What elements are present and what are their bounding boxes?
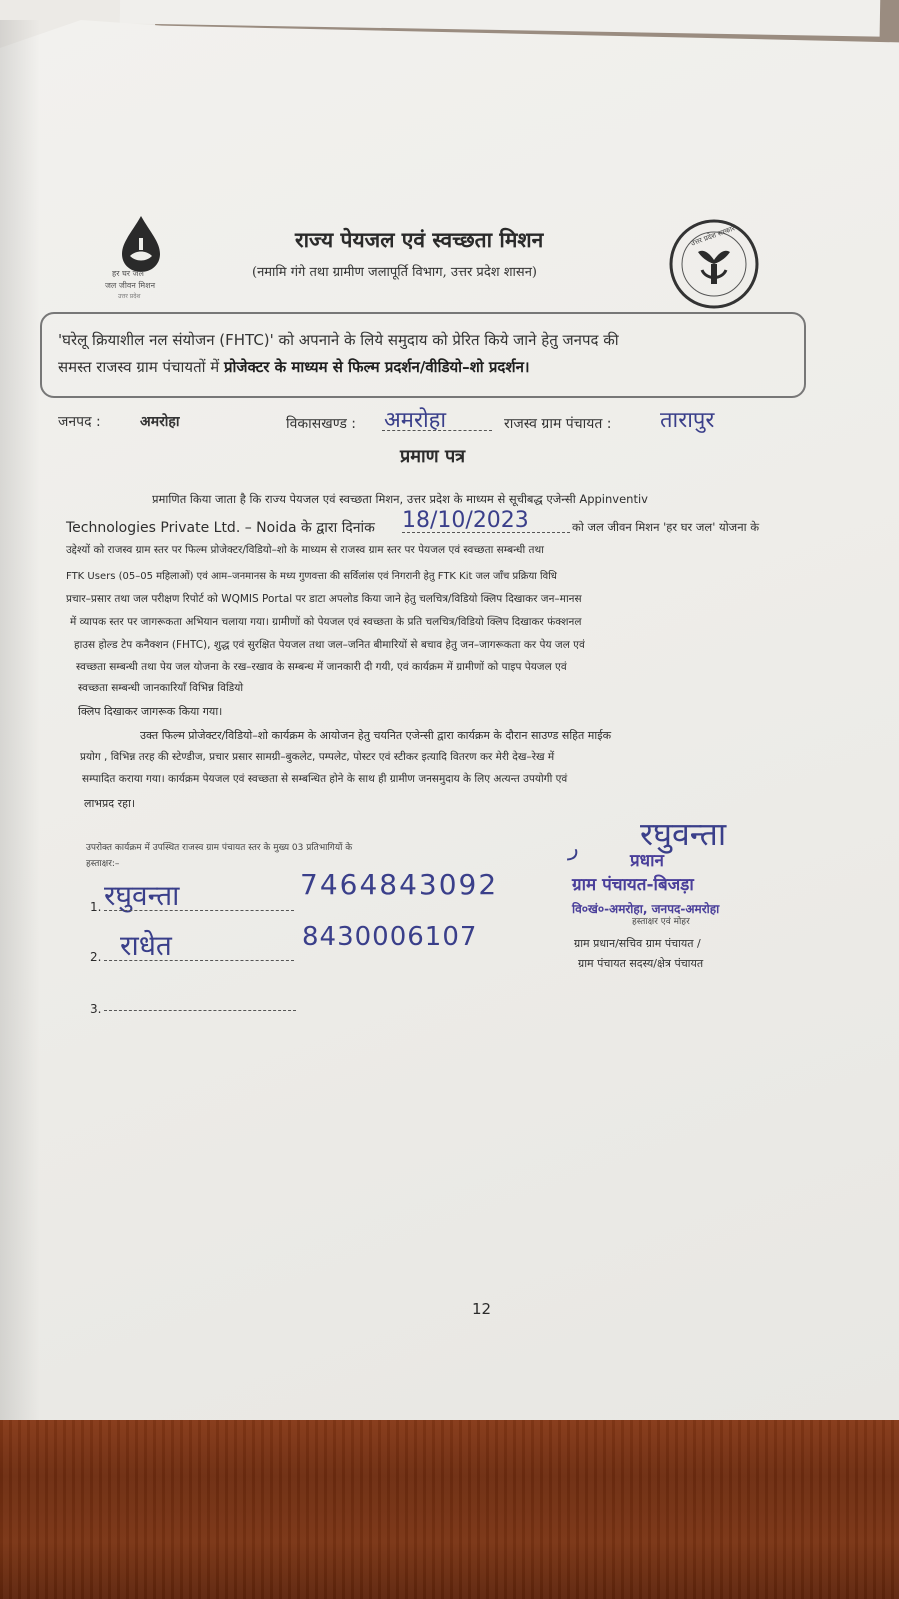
para1-line4: उद्देश्यों को राजस्व ग्राम स्तर पर फिल्म प्रोजेक्टर/विडियो–शो के माध्यम से राजस्व ग्राम स्तर पर पेयजल एवं स्वच्छता सम्बन्धी तथा xyxy=(66,544,544,556)
emblem-text: उत्तर प्रदेश सरकार xyxy=(689,224,736,248)
participant-1-name: रघुवन्ता xyxy=(104,879,180,912)
block-underline xyxy=(382,430,492,431)
logo-text-2: जल जीवन मिशन xyxy=(105,281,156,290)
notice-line-1: 'घरेलू क्रियाशील नल संयोजन (FHTC)' को अपनाने के लिये समुदाय को प्रेरित किये जाने हेतु जनपद की xyxy=(58,331,619,349)
document-title: राज्य पेयजल एवं स्वच्छता मिशन xyxy=(295,227,544,252)
page-number: 12 xyxy=(472,1300,492,1318)
date-underline xyxy=(402,532,570,533)
participant-1-phone: 7464843092 xyxy=(300,868,499,901)
para1-line5: FTK Users (05–05 महिलाओं) एवं आम–जनमानस के मध्य गुणवत्ता की सर्विलांस एवं निगरानी हेतु FTK Kit जल जाँच प्रक्रिया विधि xyxy=(66,571,557,582)
notice-line-2-plain: समस्त राजस्व ग्राम पंचायतों में xyxy=(58,358,225,376)
signatory-caption-1: ग्राम प्रधान/सचिव ग्राम पंचायत / xyxy=(574,937,701,950)
block-value-handwritten: अमरोहा xyxy=(384,408,447,433)
participant-3-num: 3. xyxy=(90,1002,102,1016)
document-subtitle: (नमामि गंगे तथा ग्रामीण जलापूर्ति विभाग, उत्तर प्रदेश शासन) xyxy=(252,265,537,280)
para1-line8: हाउस होल्ड टेप कनैक्शन (FHTC), शुद्ध एवं सुरक्षित पेयजल तथा जल–जनित बीमारियों से बचाव हेतु जन–जागरूकता कर पेय जल एवं xyxy=(74,639,585,651)
signature-tick: ر xyxy=(568,836,579,861)
participant-3-line xyxy=(104,1010,296,1011)
para1-line10: स्वच्छता सम्बन्धी जानकारियाँ विभिन्न विडियो xyxy=(78,682,244,694)
para2-line1: उक्त फिल्म प्रोजेक्टर/विडियो–शो कार्यक्रम के आयोजन हेतु चयनित एजेन्सी द्वारा कार्यक्रम के दौरान साउण्ड सहित माईक xyxy=(140,729,612,742)
pradhan-signature: रघुवन्ता xyxy=(640,815,727,853)
stamp-line-3: वि०खं०-अमरोहा, जनपद-अमरोहा xyxy=(572,902,720,916)
para1-line3: को जल जीवन मिशन 'हर घर जल' योजना के xyxy=(572,520,760,534)
date-handwritten: 18/10/2023 xyxy=(402,508,529,533)
participants-heading-1: उपरोक्त कार्यक्रम में उपस्थित राजस्व ग्राम पंचायत स्तर के मुख्य 03 प्रतिभागियों के xyxy=(86,843,353,853)
stamp-title: प्रधान xyxy=(630,851,664,871)
page-shadow xyxy=(0,20,40,1420)
district-label: जनपद : xyxy=(58,414,101,430)
certificate-title: प्रमाण पत्र xyxy=(400,446,466,467)
stamp-line-2: ग्राम पंचायत-बिजड़ा xyxy=(572,875,694,895)
participants-heading-2: हस्ताक्षर:– xyxy=(86,859,120,869)
participant-1-num: 1. xyxy=(90,900,102,914)
para2-line3: सम्पादित कराया गया। कार्यक्रम पेयजल एवं स्वच्छता से सम्बन्धित होने के साथ ही ग्रामीण जनसमुदाय के लिए अत्यन्त उपयोगी एवं xyxy=(82,773,568,785)
para1-line6: प्रचार–प्रसार तथा जल परीक्षण रिपोर्ट को WQMIS Portal पर डाटा अपलोड किया जाने हेतु चलचित्र/विडियो क्लिप दिखाकर जन–मानस xyxy=(66,593,582,605)
logo-text-1: हर घर जल xyxy=(112,269,144,278)
para2-line2: प्रयोग , विभिन्न तरह की स्टेण्डीज, प्रचार प्रसार सामग्री–बुकलेट, पम्पलेट, पोस्टर एवं स्टीकर इत्यादि वितरण कर मेरी देख–रेख में xyxy=(80,751,555,763)
notice-box xyxy=(40,312,806,398)
participant-2-num: 2. xyxy=(90,950,102,964)
wooden-table xyxy=(0,1410,899,1599)
district-value: अमरोहा xyxy=(140,414,180,430)
para1-line1: प्रमाणित किया जाता है कि राज्य पेयजल एवं स्वच्छता मिशन, उत्तर प्रदेश के माध्यम से सूचीबद्ध एजेन्सी Appinventiv xyxy=(152,492,648,506)
logo-text-3: उत्तर प्रदेश xyxy=(118,293,141,300)
signatory-caption-2: ग्राम पंचायत सदस्य/क्षेत्र पंचायत xyxy=(578,957,704,970)
signature-seal-caption: हस्ताक्षर एवं मोहर xyxy=(632,917,690,927)
village-value-handwritten: तारापुर xyxy=(660,408,715,433)
notice-line-2 xyxy=(58,357,530,377)
participant-2-line xyxy=(104,960,294,961)
participant-2-name: राधेत xyxy=(120,929,172,962)
para2-line4: लाभप्रद रहा। xyxy=(84,797,135,810)
block-label: विकासखण्ड : xyxy=(286,416,357,432)
para1-line7: में व्यापक स्तर पर जागरूकता अभियान चलाया गया। ग्रामीणों को पेयजल एवं स्वच्छता के प्रति चलचित्र/विडियो क्लिप दिखाकर फंक्शनल xyxy=(70,616,582,628)
notice-line-2-bold: प्रोजेक्टर के माध्यम से फिल्म प्रदर्शन/वीडियो–शो प्रदर्शन। xyxy=(224,358,530,376)
para1-line11: क्लिप दिखाकर जागरूक किया गया। xyxy=(78,705,223,718)
participant-2-phone: 8430006107 xyxy=(302,922,478,952)
para1-line2: Technologies Private Ltd. – Noida के द्वारा दिनांक xyxy=(66,520,375,536)
village-label: राजस्व ग्राम पंचायत : xyxy=(504,416,612,432)
para1-line9: स्वच्छता सम्बन्धी तथा पेय जल योजना के रख–रखाव के सम्बन्ध में जानकारी दी गयी, एवं कार्यक्रम में ग्रामीणों को पाइप पेयजल एवं xyxy=(76,661,567,673)
participant-1-line xyxy=(104,910,294,911)
